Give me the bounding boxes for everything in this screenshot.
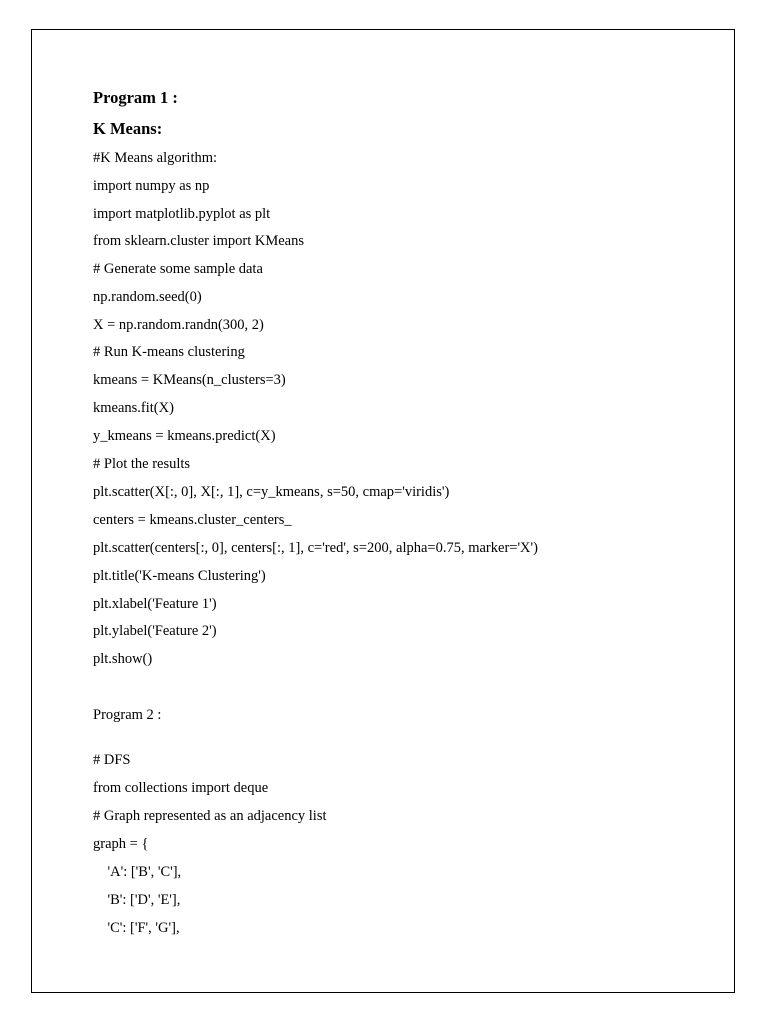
- program-2-title: Program 2 :: [93, 707, 162, 723]
- code-line: #K Means algorithm:: [93, 150, 218, 166]
- code-line: # Plot the results: [93, 456, 191, 472]
- code-line: import matplotlib.pyplot as plt: [93, 206, 271, 222]
- code-line: kmeans = KMeans(n_clusters=3): [93, 372, 286, 388]
- code-line: kmeans.fit(X): [93, 400, 174, 416]
- code-line: from sklearn.cluster import KMeans: [93, 233, 305, 249]
- code-line: plt.ylabel('Feature 2'): [93, 623, 217, 639]
- code-line: # Generate some sample data: [93, 261, 263, 277]
- program-1-title: Program 1 :: [93, 88, 178, 107]
- code-line: plt.xlabel('Feature 1'): [93, 596, 217, 612]
- code-line: centers = kmeans.cluster_centers_: [93, 512, 292, 528]
- code-line: # Graph represented as an adjacency list: [93, 808, 327, 824]
- code-line: plt.show(): [93, 651, 153, 667]
- code-line: np.random.seed(0): [93, 289, 202, 305]
- code-line: # DFS: [93, 752, 131, 768]
- code-line: graph = {: [93, 836, 149, 852]
- code-line: 'A': ['B', 'C'],: [93, 864, 182, 880]
- code-line: 'B': ['D', 'E'],: [93, 892, 181, 908]
- code-line: from collections import deque: [93, 780, 269, 796]
- code-line: plt.scatter(X[:, 0], X[:, 1], c=y_kmeans, s=50, cmap='viridis'): [93, 484, 450, 500]
- code-line: import numpy as np: [93, 178, 210, 194]
- code-line: 'C': ['F', 'G'],: [93, 920, 180, 936]
- code-line: plt.title('K-means Clustering'): [93, 568, 266, 584]
- code-line: X = np.random.randn(300, 2): [93, 317, 264, 333]
- program-1-subtitle: K Means:: [93, 119, 163, 138]
- code-line: plt.scatter(centers[:, 0], centers[:, 1], c='red', s=200, alpha=0.75, marker='X'): [93, 540, 538, 556]
- code-line: # Run K-means clustering: [93, 344, 245, 360]
- code-line: y_kmeans = kmeans.predict(X): [93, 428, 276, 444]
